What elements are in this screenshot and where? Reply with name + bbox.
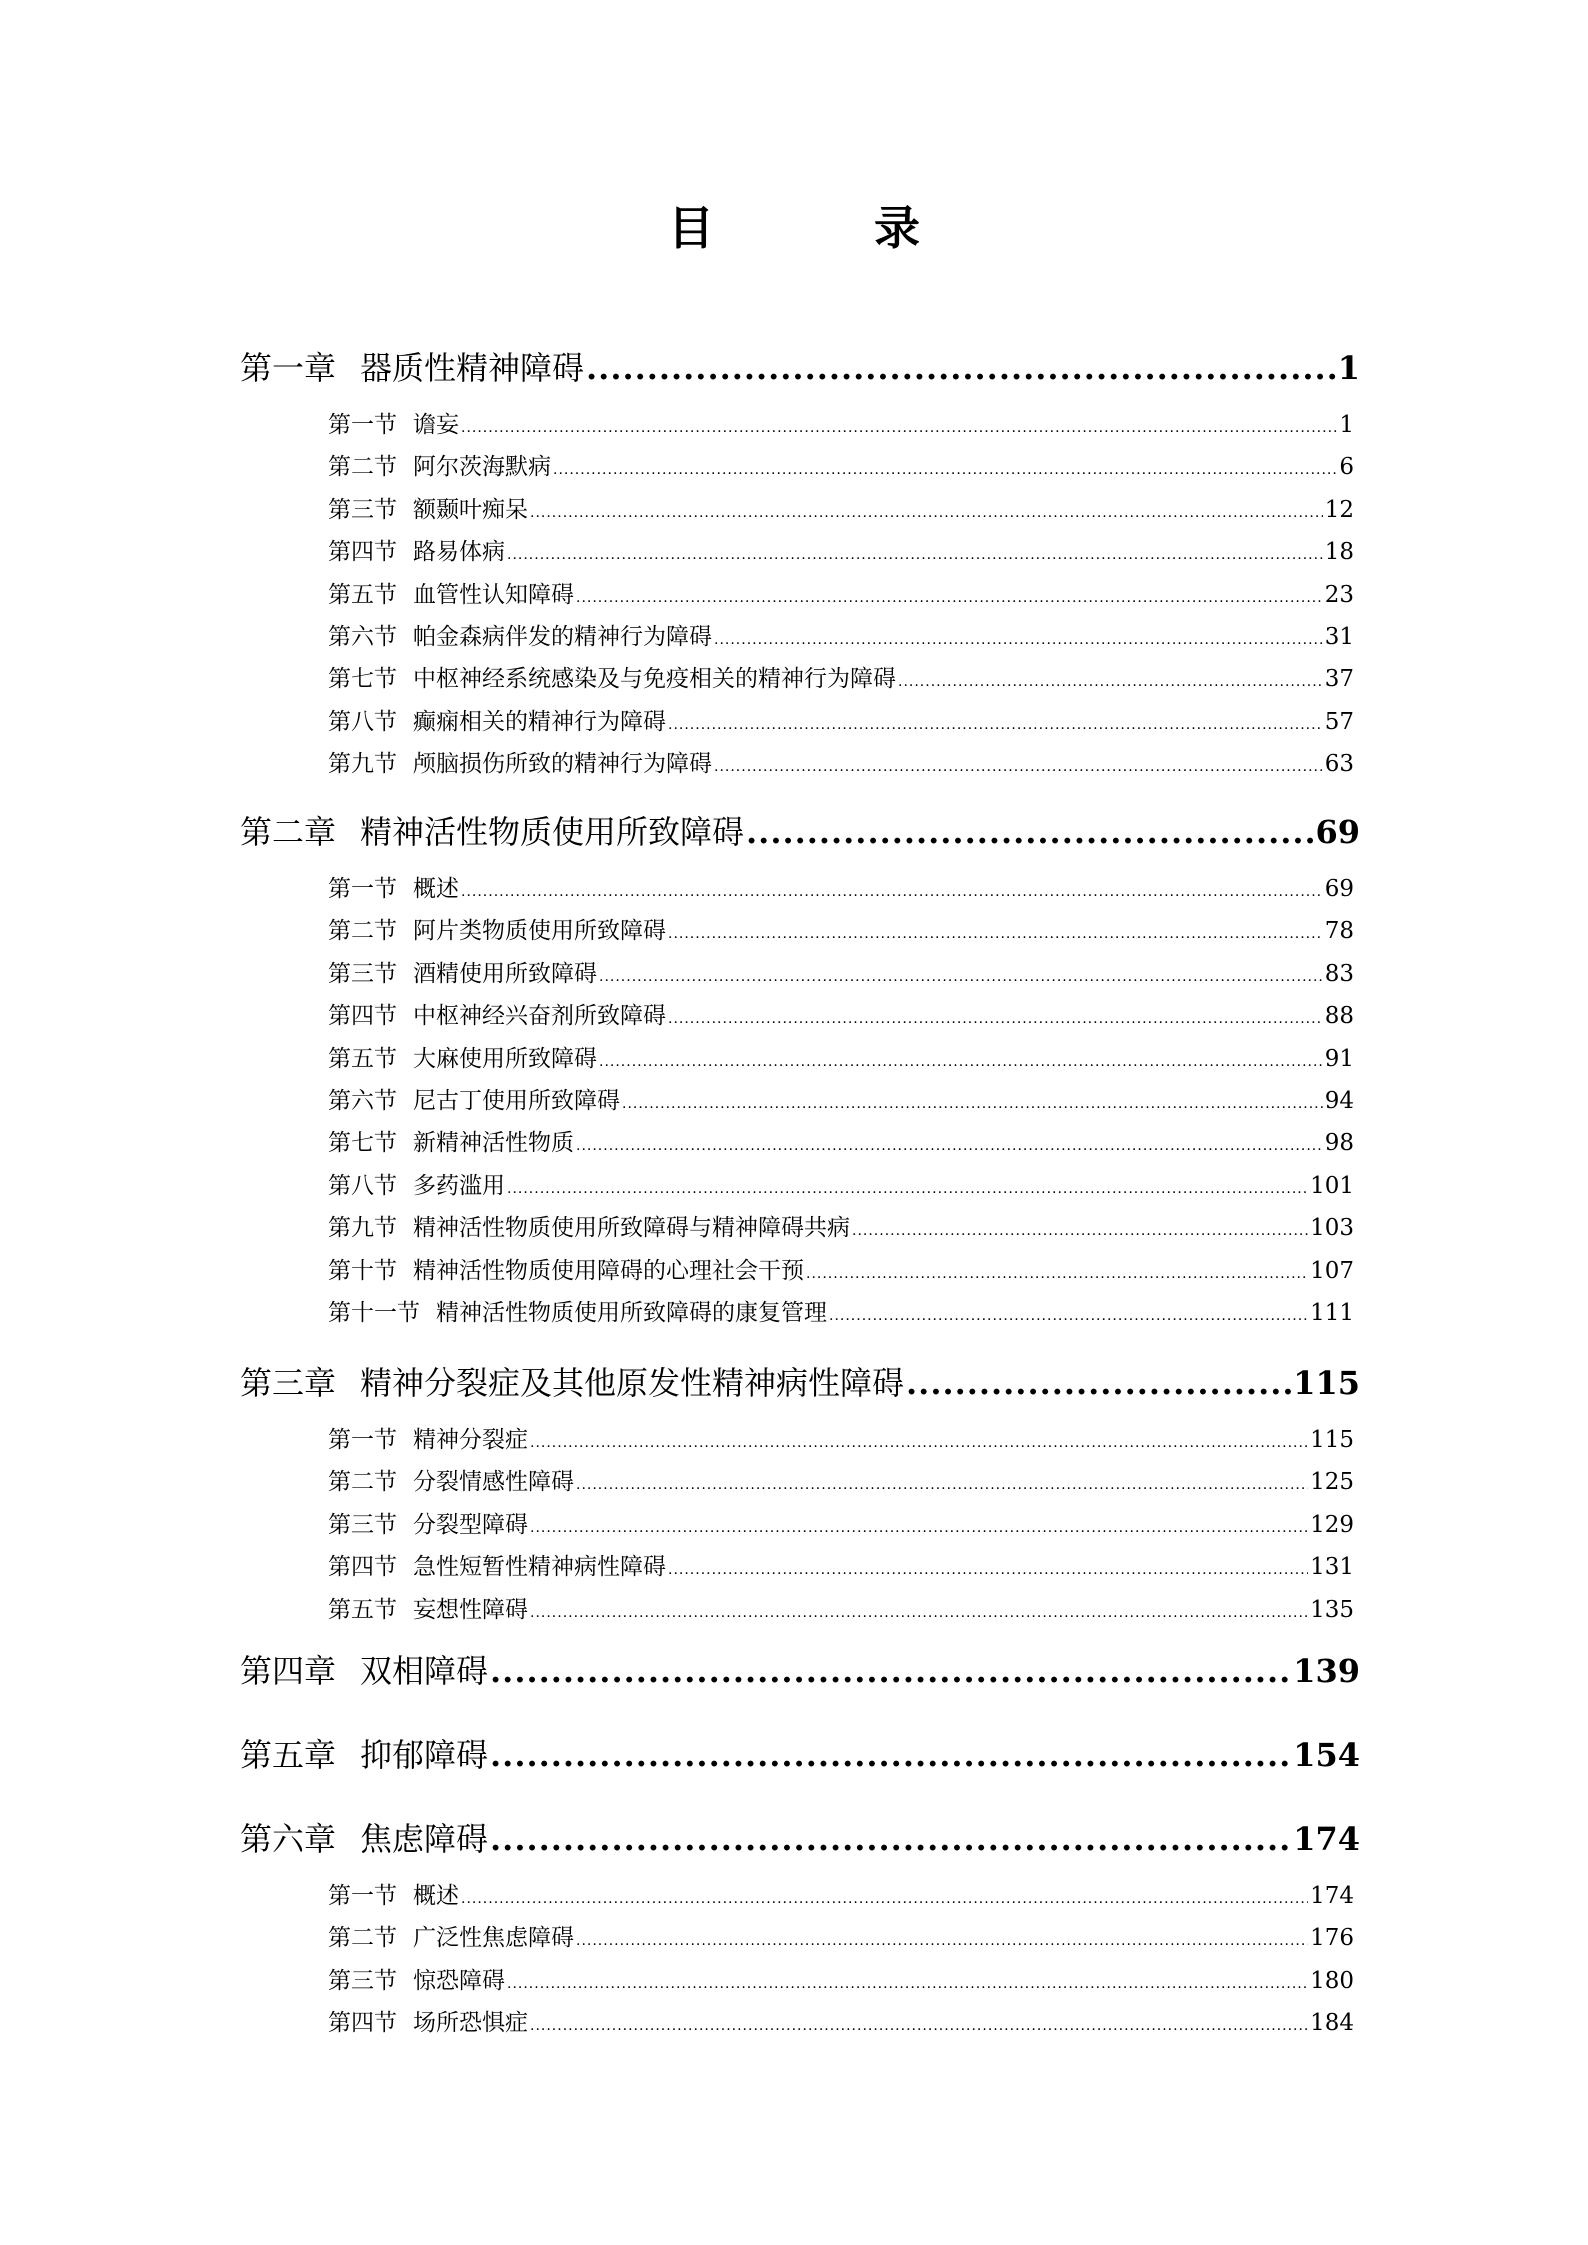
section-title: 阿片类物质使用所致障碍	[413, 918, 666, 944]
section-title: 广泛性焦虑障碍	[413, 1925, 574, 1951]
section-page-number: 57	[1324, 709, 1354, 735]
section-title: 路易体病	[413, 539, 505, 565]
section-entry[interactable]	[328, 707, 1354, 740]
section-entry[interactable]	[328, 1001, 1354, 1034]
section-number: 第十节	[328, 1258, 397, 1284]
chapter-entry[interactable]	[240, 1819, 1360, 1859]
section-number: 第六节	[328, 624, 397, 650]
section-number: 第二节	[328, 1925, 397, 1951]
chapter-title: 焦虑障碍	[360, 1820, 489, 1858]
dot-leader	[599, 962, 1323, 992]
dot-leader	[906, 1363, 1291, 1403]
section-number: 第一节	[328, 1883, 397, 1909]
section-entry[interactable]	[328, 1881, 1354, 1914]
dot-leader	[461, 1884, 1308, 1914]
section-number: 第三节	[328, 1968, 397, 1994]
section-page-number: 184	[1310, 2010, 1354, 2036]
section-title: 大麻使用所致障碍	[413, 1046, 597, 1072]
dot-leader	[461, 877, 1323, 907]
section-title: 精神活性物质使用障碍的心理社会干预	[413, 1258, 804, 1284]
section-number: 第八节	[328, 709, 397, 735]
section-entry[interactable]	[328, 580, 1354, 613]
section-entry[interactable]	[328, 1256, 1354, 1289]
section-entry[interactable]	[328, 1128, 1354, 1161]
section-title: 急性短暂性精神病性障碍	[413, 1554, 666, 1580]
section-title: 癫痫相关的精神行为障碍	[413, 709, 666, 735]
section-number: 第四节	[328, 1003, 397, 1029]
section-number: 第四节	[328, 539, 397, 565]
section-page-number: 1	[1339, 412, 1354, 438]
dot-leader	[530, 498, 1323, 528]
section-title: 概述	[413, 876, 459, 902]
dot-leader	[576, 1926, 1308, 1956]
chapter-page-number: 154	[1293, 1736, 1360, 1774]
section-number: 第六节	[328, 1088, 397, 1114]
dot-leader	[806, 1259, 1308, 1289]
section-page-number: 37	[1324, 666, 1354, 692]
section-title: 额颞叶痴呆	[413, 497, 528, 523]
dot-leader	[668, 1004, 1323, 1034]
section-page-number: 63	[1324, 751, 1354, 777]
dot-leader	[829, 1301, 1308, 1331]
section-number: 第三节	[328, 961, 397, 987]
section-number: 第三节	[328, 1512, 397, 1538]
section-page-number: 94	[1324, 1088, 1354, 1114]
section-page-number: 18	[1324, 539, 1354, 565]
section-entry[interactable]	[328, 1425, 1354, 1458]
dot-leader	[530, 1513, 1308, 1543]
section-page-number: 23	[1324, 582, 1354, 608]
section-page-number: 131	[1310, 1554, 1354, 1580]
section-page-number: 125	[1310, 1469, 1354, 1495]
dot-leader	[898, 667, 1323, 697]
section-entry[interactable]	[328, 1552, 1354, 1585]
section-entry[interactable]	[328, 452, 1354, 485]
dot-leader	[852, 1216, 1308, 1246]
dot-leader	[599, 1047, 1323, 1077]
page-title: 目 录	[667, 201, 992, 255]
section-entry[interactable]	[328, 622, 1354, 655]
dot-leader	[530, 1428, 1308, 1458]
dot-leader	[576, 583, 1323, 613]
chapter-page-number: 139	[1293, 1652, 1360, 1690]
section-entry[interactable]	[328, 495, 1354, 528]
section-number: 第四节	[328, 2010, 397, 2036]
chapter-title: 器质性精神障碍	[360, 349, 585, 387]
section-number: 第二节	[328, 454, 397, 480]
chapter-title: 精神分裂症及其他原发性精神病性障碍	[360, 1364, 905, 1402]
chapter-title: 双相障碍	[360, 1652, 489, 1690]
section-number: 第十一节	[328, 1300, 420, 1326]
chapter-entry[interactable]	[240, 1651, 1360, 1691]
dot-leader	[507, 540, 1323, 570]
section-number: 第一节	[328, 876, 397, 902]
section-page-number: 111	[1310, 1300, 1354, 1326]
section-title: 尼古丁使用所致障碍	[413, 1088, 620, 1114]
section-number: 第九节	[328, 1215, 397, 1241]
section-title: 阿尔茨海默病	[413, 454, 551, 480]
chapter-entry[interactable]	[240, 1735, 1360, 1775]
section-page-number: 78	[1324, 918, 1354, 944]
section-number: 第四节	[328, 1554, 397, 1580]
chapter-page-number: 1	[1337, 349, 1360, 387]
dot-leader	[576, 1131, 1323, 1161]
section-number: 第七节	[328, 666, 397, 692]
chapter-number: 第一章	[240, 349, 337, 387]
chapter-entry[interactable]	[240, 348, 1360, 388]
section-entry[interactable]	[328, 1044, 1354, 1077]
section-title: 分裂型障碍	[413, 1512, 528, 1538]
section-title: 场所恐惧症	[413, 2010, 528, 2036]
section-page-number: 135	[1310, 1597, 1354, 1623]
section-entry[interactable]	[328, 2008, 1354, 2041]
section-number: 第五节	[328, 1597, 397, 1623]
section-title: 多药滥用	[413, 1173, 505, 1199]
section-page-number: 180	[1310, 1968, 1354, 1994]
section-page-number: 12	[1324, 497, 1354, 523]
section-page-number: 83	[1324, 961, 1354, 987]
chapter-entry[interactable]	[240, 812, 1360, 852]
dot-leader	[507, 1174, 1308, 1204]
section-number: 第九节	[328, 751, 397, 777]
section-page-number: 115	[1310, 1427, 1354, 1453]
chapter-number: 第五章	[240, 1736, 337, 1774]
section-title: 分裂情感性障碍	[413, 1469, 574, 1495]
section-title: 精神活性物质使用所致障碍与精神障碍共病	[413, 1215, 850, 1241]
section-title: 中枢神经兴奋剂所致障碍	[413, 1003, 666, 1029]
section-number: 第八节	[328, 1173, 397, 1199]
chapter-page-number: 174	[1293, 1820, 1360, 1858]
dot-leader	[714, 752, 1323, 782]
dot-leader	[490, 1735, 1291, 1775]
section-title: 中枢神经系统感染及与免疫相关的精神行为障碍	[413, 666, 896, 692]
section-title: 概述	[413, 1883, 459, 1909]
section-page-number: 107	[1310, 1258, 1354, 1284]
dot-leader	[622, 1089, 1323, 1119]
section-page-number: 69	[1324, 876, 1354, 902]
chapter-title: 抑郁障碍	[360, 1736, 489, 1774]
section-entry[interactable]	[328, 874, 1354, 907]
section-title: 妄想性障碍	[413, 1597, 528, 1623]
dot-leader	[507, 1969, 1308, 1999]
chapter-page-number: 69	[1315, 813, 1360, 851]
section-title: 血管性认知障碍	[413, 582, 574, 608]
dot-leader	[490, 1651, 1291, 1691]
dot-leader	[746, 812, 1313, 852]
section-title: 酒精使用所致障碍	[413, 961, 597, 987]
section-entry[interactable]	[328, 1595, 1354, 1628]
chapter-entry[interactable]	[240, 1363, 1360, 1403]
dot-leader	[668, 919, 1323, 949]
section-entry[interactable]	[328, 664, 1354, 697]
dot-leader	[490, 1819, 1291, 1859]
section-page-number: 101	[1310, 1173, 1354, 1199]
section-title: 谵妄	[413, 412, 459, 438]
dot-leader	[553, 455, 1337, 485]
section-title: 帕金森病伴发的精神行为障碍	[413, 624, 712, 650]
section-entry[interactable]	[328, 1510, 1354, 1543]
section-entry[interactable]	[328, 537, 1354, 570]
section-entry[interactable]	[328, 959, 1354, 992]
section-number: 第五节	[328, 1046, 397, 1072]
section-number: 第一节	[328, 1427, 397, 1453]
chapter-number: 第六章	[240, 1820, 337, 1858]
dot-leader	[586, 348, 1336, 388]
section-page-number: 129	[1310, 1512, 1354, 1538]
section-title: 颅脑损伤所致的精神行为障碍	[413, 751, 712, 777]
section-page-number: 88	[1324, 1003, 1354, 1029]
section-title: 精神分裂症	[413, 1427, 528, 1453]
section-page-number: 174	[1310, 1883, 1354, 1909]
chapter-title: 精神活性物质使用所致障碍	[360, 813, 745, 851]
section-page-number: 6	[1339, 454, 1354, 480]
section-number: 第七节	[328, 1130, 397, 1156]
section-entry[interactable]	[328, 1086, 1354, 1119]
dot-leader	[530, 2011, 1308, 2041]
dot-leader	[668, 710, 1323, 740]
section-entry[interactable]	[328, 1171, 1354, 1204]
dot-leader	[576, 1470, 1308, 1500]
section-number: 第二节	[328, 918, 397, 944]
section-page-number: 103	[1310, 1215, 1354, 1241]
section-title: 惊恐障碍	[413, 1968, 505, 1994]
section-number: 第五节	[328, 582, 397, 608]
chapter-number: 第三章	[240, 1364, 337, 1402]
section-entry[interactable]	[328, 749, 1354, 782]
chapter-page-number: 115	[1293, 1364, 1360, 1402]
dot-leader	[530, 1598, 1308, 1628]
section-page-number: 98	[1324, 1130, 1354, 1156]
section-title: 新精神活性物质	[413, 1130, 574, 1156]
section-entry[interactable]	[328, 1966, 1354, 1999]
dot-leader	[714, 625, 1323, 655]
section-page-number: 176	[1310, 1925, 1354, 1951]
section-page-number: 31	[1324, 624, 1354, 650]
section-entry[interactable]	[328, 1923, 1354, 1956]
dot-leader	[461, 413, 1337, 443]
chapter-number: 第四章	[240, 1652, 337, 1690]
section-page-number: 91	[1324, 1046, 1354, 1072]
chapter-number: 第二章	[240, 813, 337, 851]
section-entry[interactable]	[328, 916, 1354, 949]
section-number: 第三节	[328, 497, 397, 523]
section-entry[interactable]	[328, 1213, 1354, 1246]
section-entry[interactable]	[328, 1298, 1354, 1331]
section-entry[interactable]	[328, 1467, 1354, 1500]
section-entry[interactable]	[328, 410, 1354, 443]
section-number: 第二节	[328, 1469, 397, 1495]
section-title: 精神活性物质使用所致障碍的康复管理	[436, 1300, 827, 1326]
section-number: 第一节	[328, 412, 397, 438]
dot-leader	[668, 1555, 1308, 1585]
